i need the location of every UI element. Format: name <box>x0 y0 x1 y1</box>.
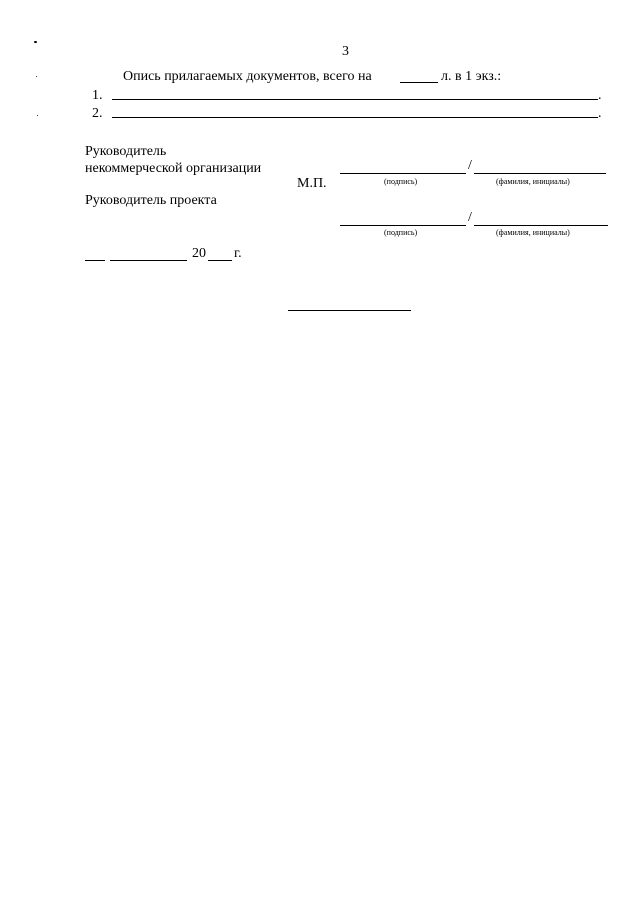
scan-speck <box>34 41 37 43</box>
project-head-signature-caption: (подпись) <box>384 228 418 237</box>
inventory-title-suffix: л. в 1 экз.: <box>441 69 502 84</box>
project-head-label: Руководитель проекта <box>85 193 217 208</box>
inventory-item-2-end: . <box>598 106 602 121</box>
org-head-name-blank <box>474 173 606 174</box>
inventory-title-prefix: Опись прилагаемых документов, всего на <box>123 69 372 84</box>
project-head-name-caption: (фамилия, инициалы) <box>496 228 570 237</box>
inventory-item-1-blank <box>112 99 598 100</box>
date-month-blank <box>110 260 187 261</box>
inventory-item-2-number: 2. <box>92 106 103 121</box>
org-head-name-caption: (фамилия, инициалы) <box>496 177 570 186</box>
date-year-suffix: г. <box>234 246 242 261</box>
date-year-prefix: 20 <box>192 246 206 261</box>
project-head-name-blank <box>474 225 608 226</box>
inventory-item-2-blank <box>112 117 598 118</box>
org-head-label-line2: некоммерческой организации <box>85 161 262 176</box>
date-year-blank <box>208 260 232 261</box>
closing-separator <box>288 310 411 311</box>
project-head-signature-blank <box>340 225 466 226</box>
org-head-signature-caption: (подпись) <box>384 177 418 186</box>
date-day-blank <box>85 260 105 261</box>
scan-speck <box>37 115 38 116</box>
stamp-mark: М.П. <box>297 176 327 191</box>
inventory-item-1-end: . <box>598 88 602 103</box>
page-number: 3 <box>342 44 349 59</box>
project-head-slash: / <box>468 210 472 225</box>
org-head-label-line1: Руководитель <box>85 144 167 159</box>
org-head-slash: / <box>468 158 472 173</box>
scan-speck <box>36 76 37 77</box>
pages-count-blank <box>400 82 438 83</box>
inventory-item-1-number: 1. <box>92 88 103 103</box>
org-head-signature-blank <box>340 173 466 174</box>
